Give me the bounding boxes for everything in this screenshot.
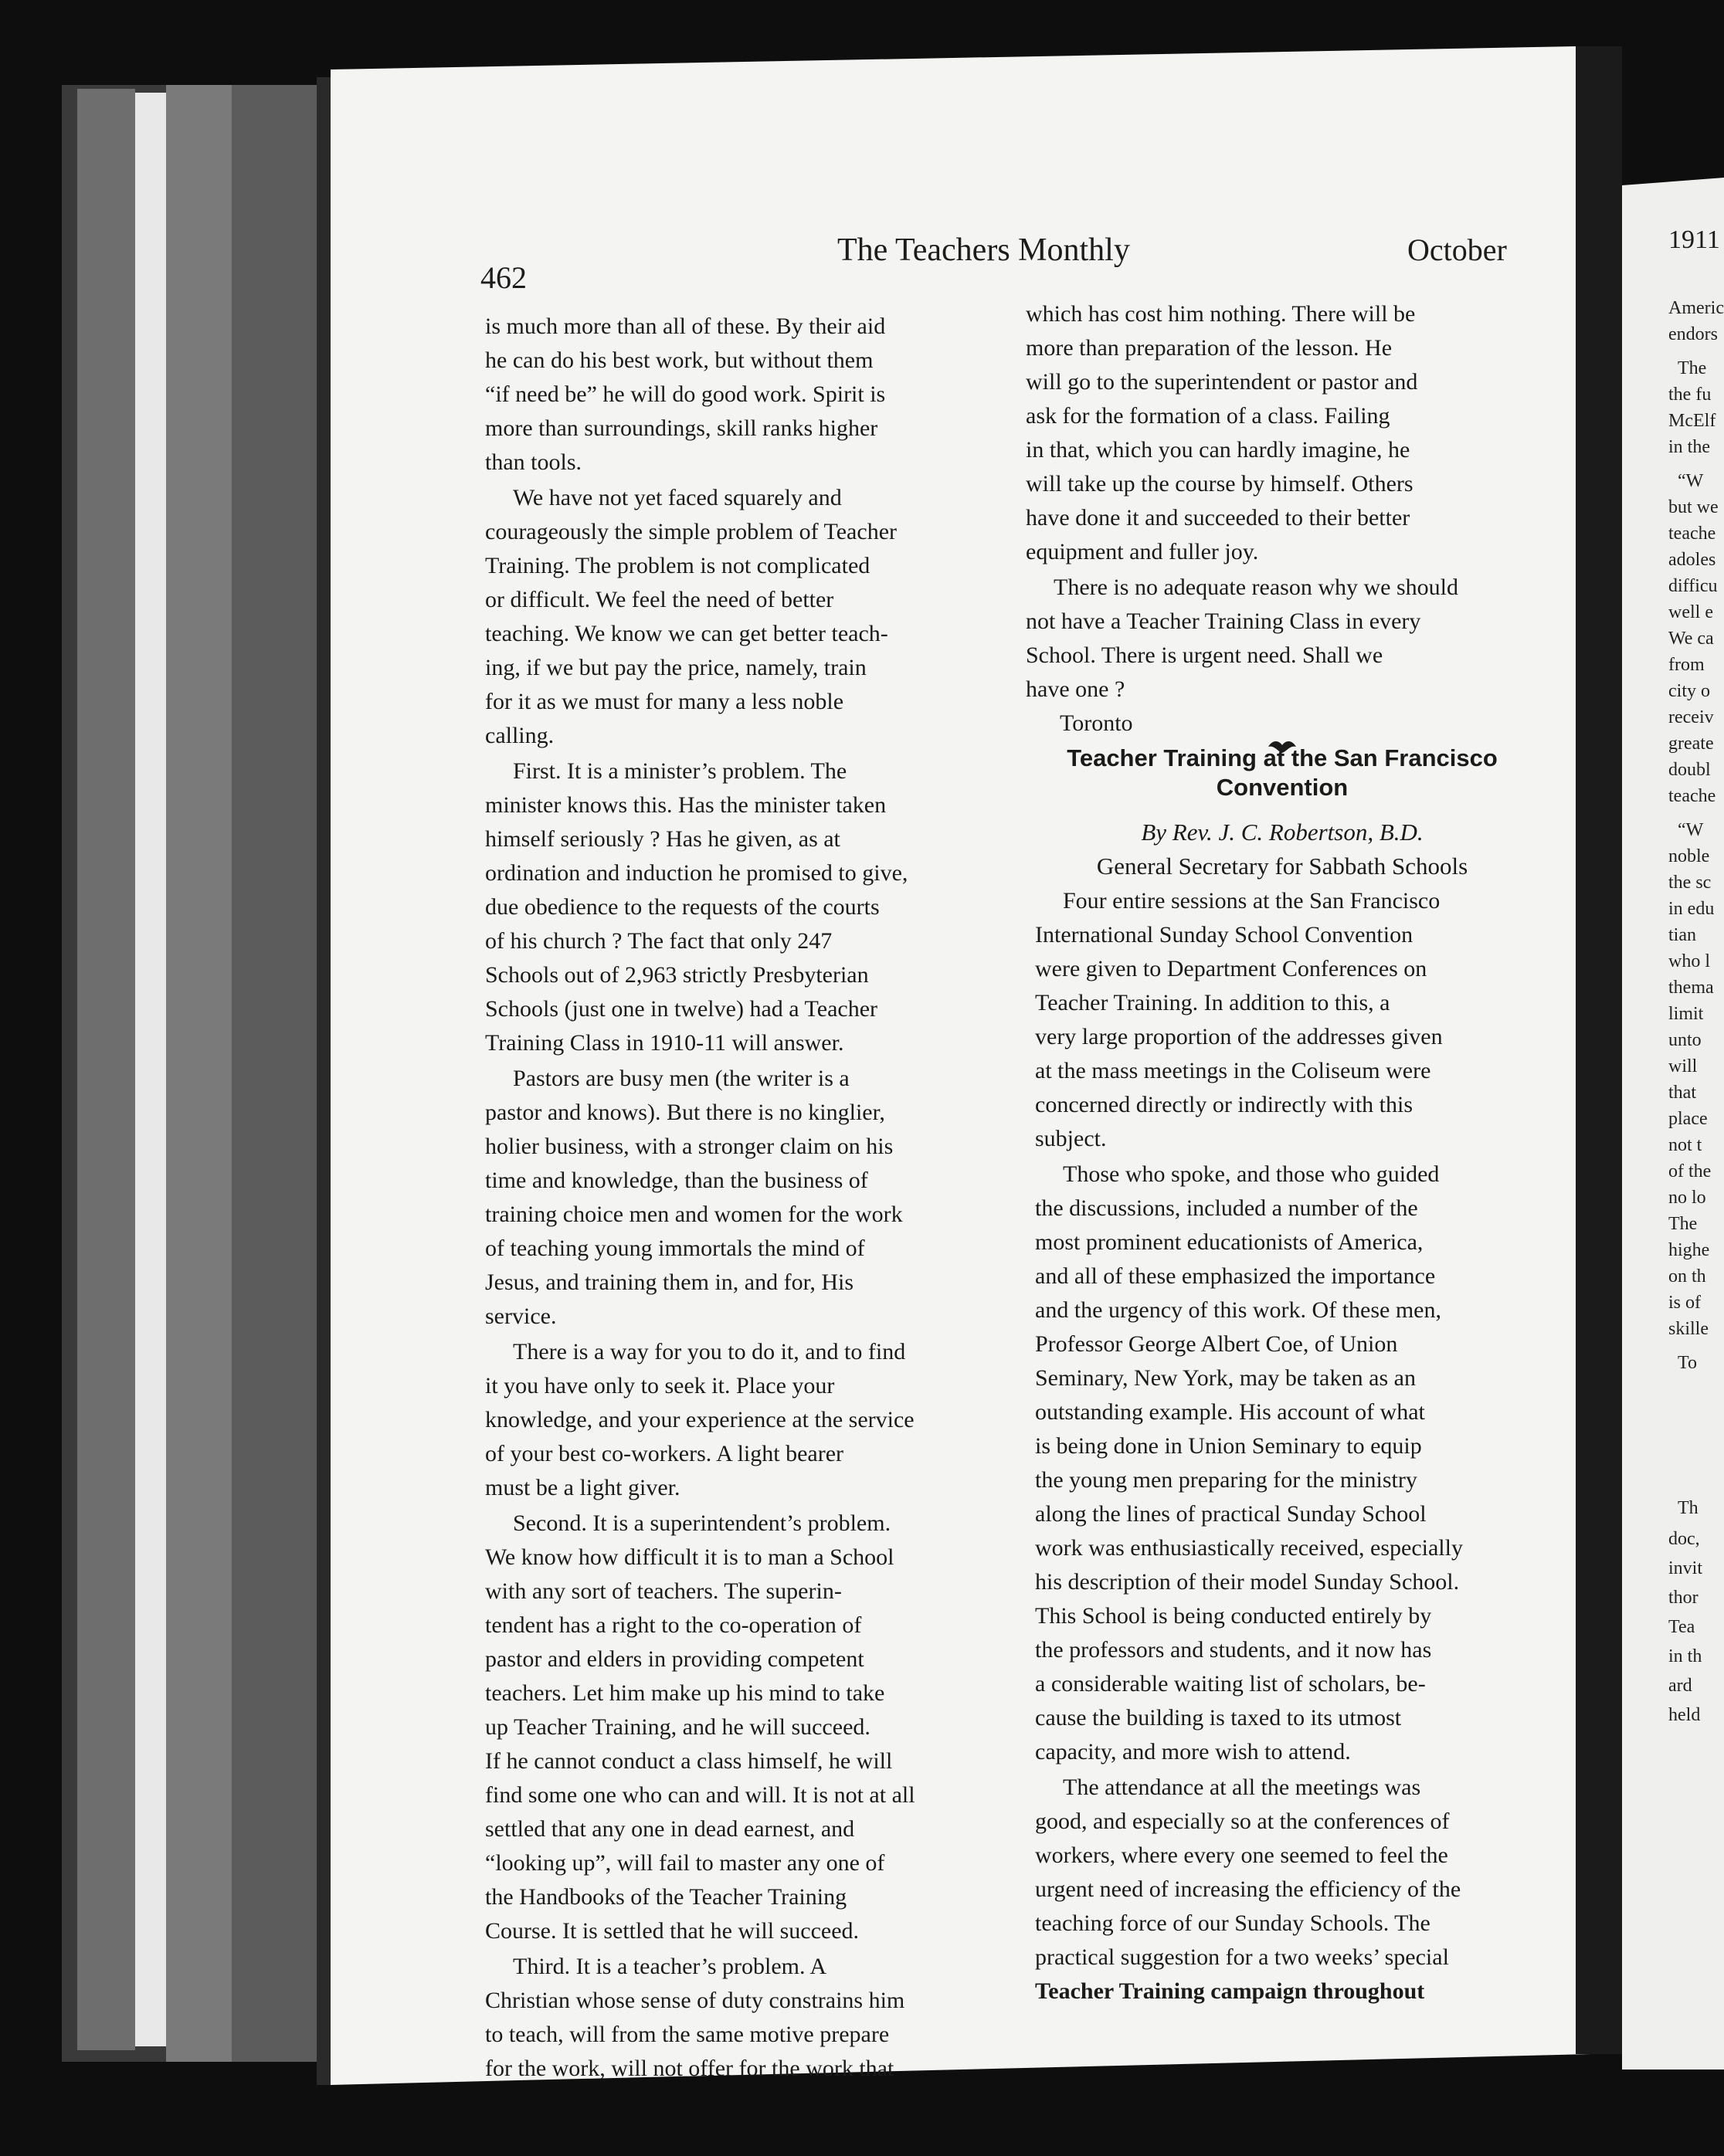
text-line: for the work, will not offer for the work that — [485, 2056, 894, 2081]
text-fragment: place — [1668, 1109, 1708, 1129]
text-line: of teaching young immortals the mind of — [485, 1236, 865, 1261]
text-line: The attendance at all the meetings was — [1063, 1775, 1421, 1800]
text-fragment: receiv — [1668, 707, 1714, 727]
text-line: in that, which you can hardly imagine, he — [1026, 437, 1410, 463]
text-fragment: Americ — [1668, 298, 1724, 318]
text-fragment: not t — [1668, 1135, 1702, 1155]
text-line: of your best co-workers. A light bearer — [485, 1441, 844, 1466]
text-fragment: teache — [1668, 524, 1716, 544]
text-line: “if need be” he will do good work. Spirit is — [485, 381, 886, 407]
text-line: ing, if we but pay the price, namely, train — [485, 655, 867, 680]
text-fragment: doc, — [1668, 1529, 1700, 1549]
text-line: tendent has a right to the co-operation of — [485, 1612, 862, 1638]
text-fragment: will — [1668, 1056, 1698, 1076]
text-fragment: city o — [1668, 681, 1710, 701]
text-line: Teacher Training. In addition to this, a — [1035, 990, 1390, 1015]
text-line: There is a way for you to do it, and to find — [513, 1339, 906, 1364]
text-line: practical suggestion for a two weeks’ special — [1035, 1944, 1449, 1970]
text-line: ordination and induction he promised to give, — [485, 860, 908, 886]
text-line: will take up the course by himself. Others — [1026, 471, 1413, 497]
text-fragment: ard — [1668, 1676, 1692, 1696]
text-fragment: difficu — [1668, 576, 1718, 596]
text-fragment: Th — [1678, 1498, 1699, 1518]
text-line: School. There is urgent need. Shall we — [1026, 642, 1383, 668]
article-title-line-1: Teacher Training at the San Francisco — [1067, 744, 1498, 771]
text-fragment: but we — [1668, 497, 1719, 517]
text-fragment: highe — [1668, 1240, 1710, 1260]
text-fragment: the fu — [1668, 385, 1712, 405]
text-line: Second. It is a superintendent’s problem. — [513, 1510, 891, 1536]
text-line: Toronto — [1060, 710, 1133, 736]
text-fragment: invit — [1668, 1558, 1703, 1578]
text-fragment: teache — [1668, 786, 1716, 806]
text-line: to teach, will from the same motive prepare — [485, 2022, 890, 2047]
article-title-line-2: Convention — [1216, 774, 1349, 801]
text-fragment: of the — [1668, 1161, 1712, 1181]
text-line: holier business, with a stronger claim on his — [485, 1134, 894, 1159]
text-line: of his church ? The fact that only 247 — [485, 928, 833, 954]
text-line: which has cost him nothing. There will be — [1026, 301, 1416, 327]
text-fragment: no lo — [1668, 1188, 1706, 1208]
text-fragment: The — [1668, 1214, 1698, 1234]
text-line: International Sunday School Convention — [1035, 922, 1413, 947]
page-number: 462 — [480, 260, 527, 295]
text-line: Christian whose sense of duty constrains him — [485, 1988, 905, 2013]
text-line: calling. — [485, 723, 555, 748]
text-line: along the lines of practical Sunday School — [1035, 1501, 1427, 1527]
text-line: Four entire sessions at the San Francisco — [1063, 888, 1441, 914]
text-line: equipment and fuller joy. — [1026, 539, 1259, 564]
text-line: Pastors are busy men (the writer is a — [513, 1066, 850, 1091]
next-page-fragment — [1668, 290, 1724, 1943]
text-fragment: To — [1678, 1353, 1697, 1373]
text-fragment: We ca — [1668, 629, 1714, 649]
text-line: urgent need of increasing the efficiency of the — [1035, 1876, 1461, 1902]
text-line: is much more than all of these. By their aid — [485, 314, 886, 339]
text-line: pastor and elders in providing competent — [485, 1646, 864, 1672]
text-line: the Handbooks of the Teacher Training — [485, 1884, 847, 1910]
text-fragment: well e — [1668, 602, 1713, 622]
text-fragment: in th — [1668, 1646, 1702, 1666]
text-line: settled that any one in dead earnest, and — [485, 1816, 855, 1842]
text-line: more than surroundings, skill ranks higher — [485, 415, 878, 441]
text-line: not have a Teacher Training Class in every — [1026, 608, 1421, 634]
text-line: time and knowledge, than the business of — [485, 1168, 868, 1193]
text-line: concerned directly or indirectly with this — [1035, 1092, 1413, 1117]
text-line: and the urgency of this work. Of these men, — [1035, 1297, 1441, 1323]
text-line: Professor George Albert Coe, of Union — [1035, 1331, 1398, 1357]
text-fragment: limit — [1668, 1004, 1704, 1024]
text-line: more than preparation of the lesson. He — [1026, 335, 1393, 361]
text-fragment: adoles — [1668, 550, 1716, 570]
running-month: October — [1407, 232, 1507, 267]
text-line: workers, where every one seemed to feel the — [1035, 1842, 1448, 1868]
text-line: a considerable waiting list of scholars, be- — [1035, 1671, 1426, 1697]
text-line: very large proportion of the addresses given — [1035, 1024, 1443, 1049]
text-line: the young men preparing for the ministry — [1035, 1467, 1417, 1493]
text-line: it you have only to seek it. Place your — [485, 1373, 835, 1398]
text-line: with any sort of teachers. The superin- — [485, 1578, 842, 1604]
text-line: Jesus, and training them in, and for, His — [485, 1270, 854, 1295]
text-fragment: tian — [1668, 925, 1696, 945]
text-fragment: doubl — [1668, 760, 1711, 780]
text-line: Schools (just one in twelve) had a Teacher — [485, 996, 878, 1022]
text-fragment: greate — [1668, 734, 1714, 754]
text-fragment: on th — [1668, 1266, 1706, 1286]
text-line: Course. It is settled that he will succeed. — [485, 1918, 860, 1944]
text-line: We have not yet faced squarely and — [513, 485, 842, 510]
text-line: due obedience to the requests of the courts — [485, 894, 880, 920]
text-fragment: in edu — [1668, 899, 1715, 919]
text-line: training choice men and women for the work — [485, 1202, 903, 1227]
text-line: Third. It is a teacher’s problem. A — [513, 1954, 826, 1979]
text-line: he can do his best work, but without them — [485, 347, 874, 373]
text-line: have done it and succeeded to their better — [1026, 505, 1410, 531]
text-fragment: skille — [1668, 1319, 1709, 1339]
text-line: Teacher Training campaign throughout — [1035, 1978, 1425, 2004]
text-fragment: is of — [1668, 1293, 1701, 1313]
text-line: There is no adequate reason why we should — [1054, 575, 1459, 600]
text-fragment: noble — [1668, 846, 1710, 866]
text-line: find some one who can and will. It is not at all — [485, 1782, 915, 1808]
text-line: service. — [485, 1303, 557, 1329]
text-line: the discussions, included a number of the — [1035, 1195, 1418, 1221]
text-fragment: Tea — [1668, 1617, 1695, 1637]
text-line: up Teacher Training, and he will succeed. — [485, 1714, 870, 1740]
text-line: work was enthusiastically received, especially — [1035, 1535, 1463, 1561]
text-line: teachers. Let him make up his mind to take — [485, 1680, 885, 1706]
text-line: have one ? — [1026, 676, 1125, 702]
text-line: teaching. We know we can get better teach- — [485, 621, 888, 646]
text-fragment: the sc — [1668, 873, 1712, 893]
text-line: must be a light giver. — [485, 1475, 680, 1500]
text-line: Training Class in 1910-11 will answer. — [485, 1030, 844, 1056]
text-line: minister knows this. Has the minister taken — [485, 792, 887, 818]
text-line: for it as we must for many a less noble — [485, 689, 844, 714]
text-line: than tools. — [485, 449, 582, 475]
text-line: were given to Department Conferences on — [1035, 956, 1427, 981]
text-line: Seminary, New York, may be taken as an — [1035, 1365, 1416, 1391]
text-line: Those who spoke, and those who guided — [1063, 1161, 1440, 1187]
text-line: subject. — [1035, 1126, 1107, 1151]
text-line: teaching force of our Sunday Schools. The — [1035, 1910, 1430, 1936]
text-line: ask for the formation of a class. Failing — [1026, 403, 1390, 429]
text-fragment: that — [1668, 1083, 1696, 1103]
text-line: “looking up”, will fail to master any one of — [485, 1850, 885, 1876]
text-line: Schools out of 2,963 strictly Presbyterian — [485, 962, 869, 988]
article-author-role: General Secretary for Sabbath Schools — [1096, 853, 1468, 880]
text-line: at the mass meetings in the Coliseum were — [1035, 1058, 1431, 1083]
text-line: outstanding example. His account of what — [1035, 1399, 1425, 1425]
text-line: is being done in Union Seminary to equip — [1035, 1433, 1422, 1459]
text-line: pastor and knows). But there is no kinglier, — [485, 1100, 885, 1125]
text-line: This School is being conducted entirely by — [1035, 1603, 1432, 1629]
text-line: We know how difficult it is to man a School — [485, 1544, 894, 1570]
text-fragment: from — [1668, 655, 1705, 675]
text-fragment: endors — [1668, 324, 1718, 344]
text-line: or difficult. We feel the need of better — [485, 587, 834, 612]
text-fragment: McElf — [1668, 411, 1716, 431]
text-line: capacity, and more wish to attend. — [1035, 1739, 1351, 1764]
text-line: most prominent educationists of America, — [1035, 1229, 1424, 1255]
text-fragment: “W — [1678, 471, 1704, 491]
text-line: courageously the simple problem of Teacher — [485, 519, 897, 544]
text-line: Training. The problem is not complicated — [485, 553, 870, 578]
text-line: his description of their model Sunday School. — [1035, 1569, 1460, 1595]
text-fragment: held — [1668, 1705, 1701, 1725]
text-line: the professors and students, and it now has — [1035, 1637, 1432, 1663]
text-line: knowledge, and your experience at the service — [485, 1407, 915, 1432]
text-line: cause the building is taxed to its utmost — [1035, 1705, 1402, 1731]
running-title: The Teachers Monthly — [837, 232, 1130, 268]
text-line: himself seriously ? Has he given, as at — [485, 826, 840, 852]
text-fragment: “W — [1678, 820, 1704, 840]
text-line: good, and especially so at the conferences of — [1035, 1809, 1450, 1834]
text-fragment: unto — [1668, 1030, 1702, 1050]
text-line: If he cannot conduct a class himself, he will — [485, 1748, 893, 1774]
text-fragment: thor — [1668, 1588, 1699, 1608]
text-fragment: in the — [1668, 437, 1710, 457]
text-line: will go to the superintendent or pastor and — [1026, 369, 1418, 395]
next-page-number: 1911 — [1668, 225, 1720, 254]
text-fragment: thema — [1668, 978, 1714, 998]
text-fragment: who l — [1668, 951, 1710, 971]
article-byline: By Rev. J. C. Robertson, B.D. — [1141, 819, 1424, 846]
text-line: First. It is a minister’s problem. The — [513, 758, 847, 784]
text-fragment: The — [1678, 358, 1707, 378]
text-line: and all of these emphasized the importance — [1035, 1263, 1436, 1289]
